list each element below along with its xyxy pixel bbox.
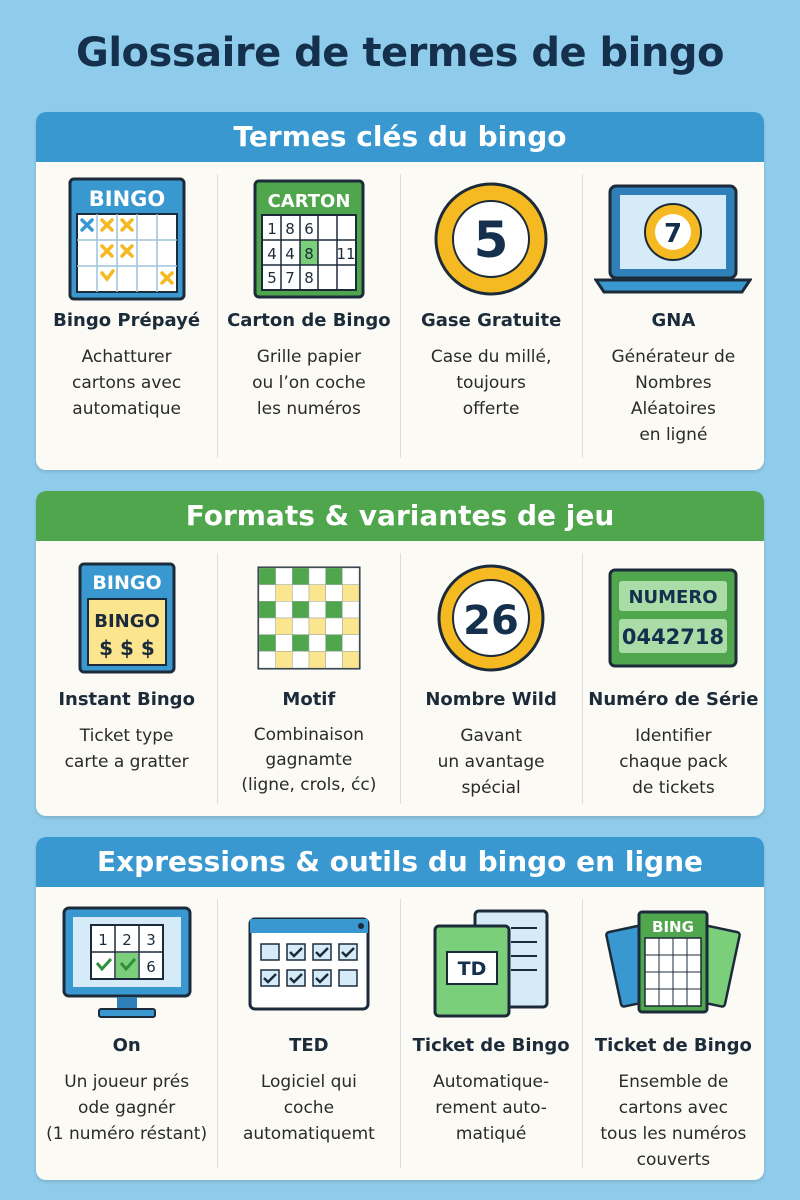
grid-number: 8 [304,245,314,263]
wild-ball-icon [435,562,547,674]
term-description: Achatturer cartons avec automatique [72,347,182,419]
illus-label: CARTON [267,191,351,212]
term-description: Combinaison gagnamte (ligne, crols, ćc) [241,725,377,795]
term-description: Identifier chaque pack de tickets [619,726,728,798]
glossary-card [218,553,400,804]
section-game-formats [36,491,764,816]
glossary-card [36,553,218,804]
ball-number: 5 [473,211,509,269]
pattern-cell [342,568,359,585]
term-label: On [112,1035,141,1056]
section-key-terms [36,112,764,470]
term-label: Gase Gratuite [420,310,562,331]
pattern-cell [276,651,293,668]
pattern-cell [276,618,293,635]
pattern-grid-icon [257,566,361,670]
pattern-cell [292,601,309,618]
glossary-card [401,174,583,458]
grid-number: 8 [304,269,314,287]
pattern-cell [259,635,276,652]
grid-number: 4 [267,245,277,263]
pattern-cell [309,651,326,668]
laptop-ball-icon [594,180,752,298]
page-title: Glossaire de termes de bingo [76,30,724,76]
term-description: Case du millé, toujours offerte [430,347,552,419]
pattern-cell [342,651,359,668]
illus-label: BINGO [93,611,160,632]
serial-number-icon [607,567,739,669]
term-label: Carton de Bingo [227,310,391,331]
glossary-card [401,553,583,804]
pattern-cell [259,568,276,585]
ball-number: 7 [664,219,683,249]
term-description: Automatique- rement auto- matiqué [433,1072,550,1144]
term-label: GNA [651,310,696,331]
pattern-cell [276,635,293,652]
grid-number: 7 [285,269,295,287]
pattern-cell [276,601,293,618]
pattern-cell [309,618,326,635]
term-description: Gavant un avantage spécial [437,726,545,798]
term-label: Ticket de Bingo [594,1035,752,1056]
term-description: Un joueur prés ode gagnér (1 numéro réstant) [46,1072,208,1144]
pattern-cell [276,585,293,602]
illus-label: NUMERO [628,587,718,608]
glossary-card [218,899,400,1168]
instant-ticket-icon [77,561,177,675]
pattern-cell [326,651,343,668]
auto-dauber-window-icon [247,916,371,1012]
pattern-cell [326,568,343,585]
section-header: Expressions & outils du bingo en ligne [36,837,764,887]
section-header: Formats & variantes de jeu [36,491,764,541]
pattern-cell [326,601,343,618]
pattern-cell [292,635,309,652]
glossary-card [218,174,400,458]
bingo-card-icon [67,176,187,302]
pattern-cell [309,635,326,652]
grid-number: 2 [121,931,132,949]
term-description: Ticket type carte a gratter [64,726,189,772]
carton-grid-icon [253,179,365,299]
grid-number: 8 [285,220,295,238]
term-description: Générateur de Nombres Aléatoires en ligné [611,347,736,445]
pattern-cell [326,618,343,635]
pattern-cell [309,568,326,585]
illus-label: BINGO [92,572,162,594]
pattern-cell [342,585,359,602]
pattern-cell [342,618,359,635]
serial-value: 0442718 [622,625,725,649]
illus-label: BING [652,918,695,936]
pattern-cell [342,601,359,618]
glossary-card [583,174,764,458]
term-label: Bingo Prépayé [53,310,201,331]
term-description: Logiciel qui coche automatiquemt [242,1072,375,1144]
number-ball-icon [431,179,551,299]
pattern-cell [276,568,293,585]
glossary-card [583,899,764,1168]
term-label: TED [289,1035,329,1056]
card-fan-icon [603,904,743,1024]
section-online-tools [36,837,764,1180]
grid-number: 1 [267,220,277,238]
pattern-cell [292,568,309,585]
pattern-cell [309,601,326,618]
pattern-cell [259,618,276,635]
section-header: Termes clés du bingo [36,112,764,162]
pattern-cell [326,585,343,602]
glossary-card [401,899,583,1168]
grid-number: 1 [97,931,108,949]
grid-number: 11 [336,245,356,263]
ball-number: 26 [463,598,519,644]
glossary-card [36,174,218,458]
pattern-cell [259,585,276,602]
pattern-cell [292,618,309,635]
pattern-cell [326,635,343,652]
pattern-cell [309,585,326,602]
term-label: Numéro de Série [588,689,759,710]
grid-number: 4 [285,245,295,263]
glossary-card [36,899,218,1168]
grid-number: 6 [304,220,314,238]
grid-number: 6 [145,958,156,976]
term-label: Motif [282,689,336,710]
illus-label: $ $ $ [98,636,155,660]
pattern-cell [342,635,359,652]
grid-number: 3 [145,931,156,949]
term-description: Grille papier ou l’on coche les numéros [252,347,366,419]
glossary-card [583,553,764,804]
term-label: Ticket de Bingo [412,1035,570,1056]
pattern-cell [259,651,276,668]
grid-number: 5 [267,269,277,287]
illus-label: BINGO [88,187,165,211]
pattern-cell [259,601,276,618]
monitor-card-icon [61,905,193,1023]
term-description: Ensemble de cartons avec tous les numéros couverts [600,1072,747,1170]
ticket-stack-icon [431,908,551,1020]
term-label: Nombre Wild [425,689,557,710]
illus-label: TD [457,958,487,980]
pattern-cell [292,651,309,668]
term-label: Instant Bingo [58,689,195,710]
pattern-cell [292,585,309,602]
